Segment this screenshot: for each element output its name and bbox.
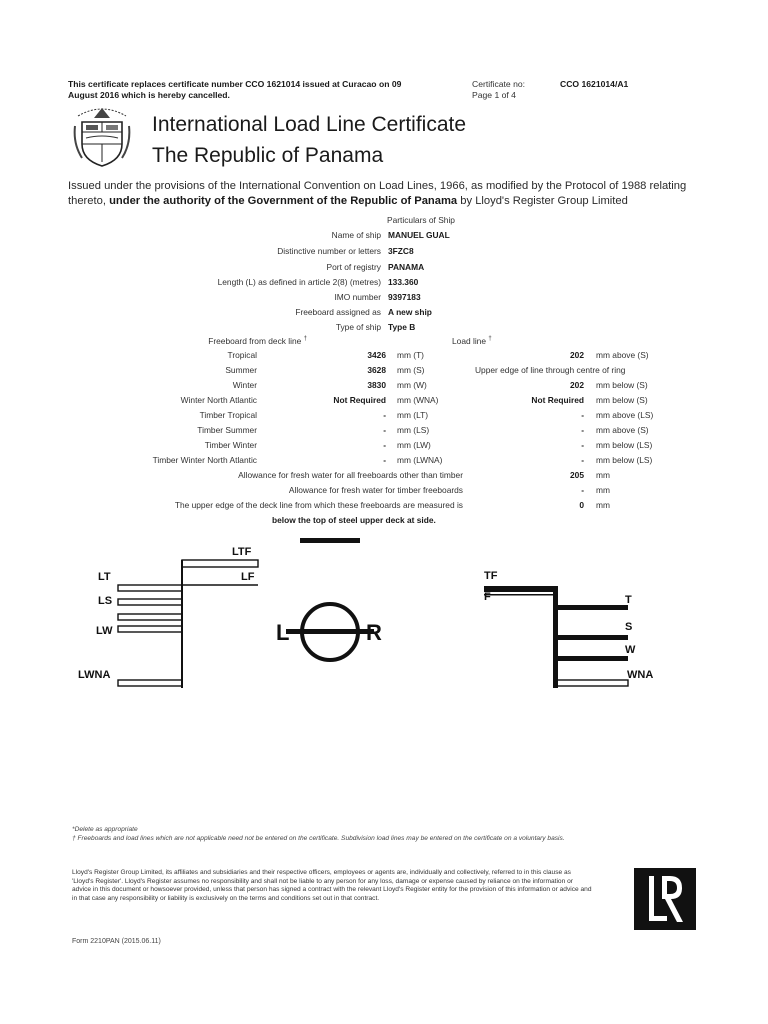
freeboard-unit: mm (WNA) — [397, 395, 439, 405]
load-line-desc: mm above (LS) — [596, 410, 654, 420]
mark-label-ltf: LTF — [232, 546, 252, 558]
issuance-statement-part1: Issued under the provisions of the International Convention on Load Lines, 1966, as modified by the Protocol of 1988 relating thereto, — [68, 180, 687, 207]
replacement-notice-line2: August 2016 which is hereby cancelled. — [68, 90, 230, 100]
mark-label-lw: LW — [96, 625, 113, 637]
load-line-value: Not Required — [531, 395, 584, 405]
deck-line-reference: below the top of steel upper deck at side. — [272, 515, 436, 525]
ring-letter-r: R — [366, 620, 382, 645]
panama-coat-of-arms-icon — [72, 104, 132, 170]
particular-label: Port of registry — [326, 262, 381, 272]
freeboard-unit: mm (LW) — [397, 440, 431, 450]
imo-number-value: 9397183 — [388, 292, 421, 302]
port-of-registry-value: PANAMA — [388, 262, 425, 272]
deck-line-edge-label: The upper edge of the deck line from which these freeboards are measured is — [174, 500, 463, 510]
freeboard-label: Winter North Atlantic — [180, 395, 257, 405]
mark-label-tf: TF — [484, 570, 498, 582]
freeboard-unit: mm (W) — [397, 380, 427, 390]
freeboard-unit: mm (LWNA) — [397, 455, 443, 465]
load-line-desc: mm below (LS) — [596, 440, 653, 450]
issuance-statement — [68, 179, 718, 209]
replacement-notice-line1: This certificate replaces certificate number CCO 1621014 issued at Curacao on 09 — [68, 79, 402, 89]
mark-label-lf: LF — [241, 571, 255, 583]
certificate-meta — [472, 79, 525, 101]
freeboard-label: Timber Winter — [204, 440, 257, 450]
replacement-notice — [68, 79, 468, 101]
particular-label: Type of ship — [335, 322, 381, 332]
timber-fresh-water-label: Allowance for fresh water for timber freeboards — [288, 485, 463, 495]
load-line-desc: Upper edge of line through centre of ring — [475, 365, 626, 375]
load-line-heading-text: Load line — [452, 336, 486, 346]
issuance-authority: under the authority of the Government of the Republic of Panama — [109, 195, 458, 207]
particular-label: Distinctive number or letters — [277, 246, 381, 256]
load-line-value: - — [581, 440, 584, 450]
mark-label-s: S — [625, 621, 633, 633]
load-line-desc: mm above (S) — [596, 350, 649, 360]
deck-line-edge-unit: mm — [596, 500, 610, 510]
mark-label-f: F — [484, 591, 491, 603]
freeboard-value: - — [383, 410, 386, 420]
freeboard-heading — [208, 336, 307, 346]
freeboard-label: Winter — [232, 380, 257, 390]
particulars-heading: Particulars of Ship — [387, 215, 455, 225]
delete-note: *Delete as appropriate — [72, 826, 138, 833]
freeboard-assigned-value: A new ship — [388, 307, 432, 317]
freeboard-label: Summer — [225, 365, 257, 375]
ring-letter-l: L — [276, 620, 290, 645]
page-indicator: Page 1 of 4 — [472, 90, 516, 100]
mark-label-lwna: LWNA — [78, 669, 111, 681]
freeboard-label: Timber Summer — [197, 425, 257, 435]
timber-fresh-water-value: - — [581, 485, 584, 495]
freeboard-value: 3628 — [367, 365, 386, 375]
fresh-water-allowance-label: Allowance for fresh water for all freeboards other than timber — [238, 470, 463, 480]
particular-label: Name of ship — [331, 230, 381, 240]
deck-line-mark — [300, 538, 360, 543]
distinctive-letters-value: 3FZC8 — [388, 246, 414, 256]
load-line-value: - — [581, 410, 584, 420]
timber-load-line-marks — [118, 560, 258, 688]
issuance-statement-part3: by Lloyd's Register Group Limited — [460, 195, 628, 207]
load-line-desc: mm below (LS) — [596, 455, 653, 465]
timber-fresh-water-unit: mm — [596, 485, 610, 495]
particular-label: IMO number — [334, 292, 381, 302]
load-line-desc: mm below (S) — [596, 380, 648, 390]
load-line-value: - — [581, 455, 584, 465]
mark-label-w: W — [625, 644, 636, 656]
length-value: 133.360 — [388, 277, 419, 287]
freeboard-label: Timber Tropical — [199, 410, 257, 420]
freeboard-value: 3426 — [367, 350, 386, 360]
dagger-mark: † — [488, 336, 492, 343]
form-number: Form 2210PAN (2015.06.11) — [72, 938, 161, 945]
standard-load-line-marks — [484, 586, 628, 688]
ship-type-value: Type B — [388, 322, 416, 332]
fresh-water-allowance-value: 205 — [570, 470, 584, 480]
particular-label: Length (L) as defined in article 2(8) (metres) — [217, 277, 381, 287]
load-line-value: 202 — [570, 380, 584, 390]
mark-label-lt: LT — [98, 571, 111, 583]
certificate-number: CCO 1621014/A1 — [560, 79, 629, 89]
load-line-heading — [452, 336, 492, 346]
dagger-footnote: † Freeboards and load lines which are not applicable need not be entered on the certificate. Subdivision load lines may be entered on the certificate on a voluntary basis. — [72, 835, 565, 842]
lloyds-register-logo-icon — [634, 868, 696, 930]
freeboard-value: - — [383, 425, 386, 435]
certificate-subtitle: The Republic of Panama — [152, 144, 384, 167]
deck-line-edge-value: 0 — [579, 500, 584, 510]
freeboard-value: Not Required — [333, 395, 386, 405]
particular-label: Freeboard assigned as — [295, 307, 381, 317]
certificate-title: International Load Line Certificate — [152, 113, 467, 136]
load-line-desc: mm below (S) — [596, 395, 648, 405]
mark-label-wna: WNA — [627, 669, 654, 681]
legal-disclaimer: Lloyd's Register Group Limited, its affiliates and subsidiaries and their respective officers, employees or agents are, individually and collectively, referred to in this clause as 'Lloyd's Register'. Lloyd's Register assumes no responsibility and shall not be liable to any person for any loss, damage or expense caused by reliance on the information or advice in this document or howsoever provided, unless that person has signed a contract with the relevant Lloyd's Register entity for the provision of this information or advice and in that case any responsibility or liability is exclusively on the terms and conditions set out in that contract. — [72, 869, 592, 902]
freeboard-label: Timber Winter North Atlantic — [152, 455, 257, 465]
freeboard-heading-text: Freeboard from deck line — [208, 336, 302, 346]
freeboard-unit: mm (LT) — [397, 410, 429, 420]
freeboard-label: Tropical — [227, 350, 257, 360]
mark-label-ls: LS — [98, 595, 113, 607]
mark-label-t: T — [625, 594, 632, 606]
load-line-value: - — [581, 425, 584, 435]
freeboard-value: - — [383, 440, 386, 450]
load-line-mark-diagram — [0, 530, 768, 700]
freeboard-unit: mm (T) — [397, 350, 424, 360]
freeboard-value: - — [383, 455, 386, 465]
dagger-mark: † — [303, 336, 307, 343]
load-line-desc: mm above (S) — [596, 425, 649, 435]
load-line-value: 202 — [570, 350, 584, 360]
load-line-ring-mark — [286, 604, 374, 660]
freeboard-unit: mm (LS) — [397, 425, 430, 435]
certificate-number-label: Certificate no: — [472, 79, 526, 89]
ship-name-value: MANUEL GUAL — [388, 230, 450, 240]
freeboard-unit: mm (S) — [397, 365, 425, 375]
fresh-water-allowance-unit: mm — [596, 470, 610, 480]
freeboard-value: 3830 — [367, 380, 386, 390]
